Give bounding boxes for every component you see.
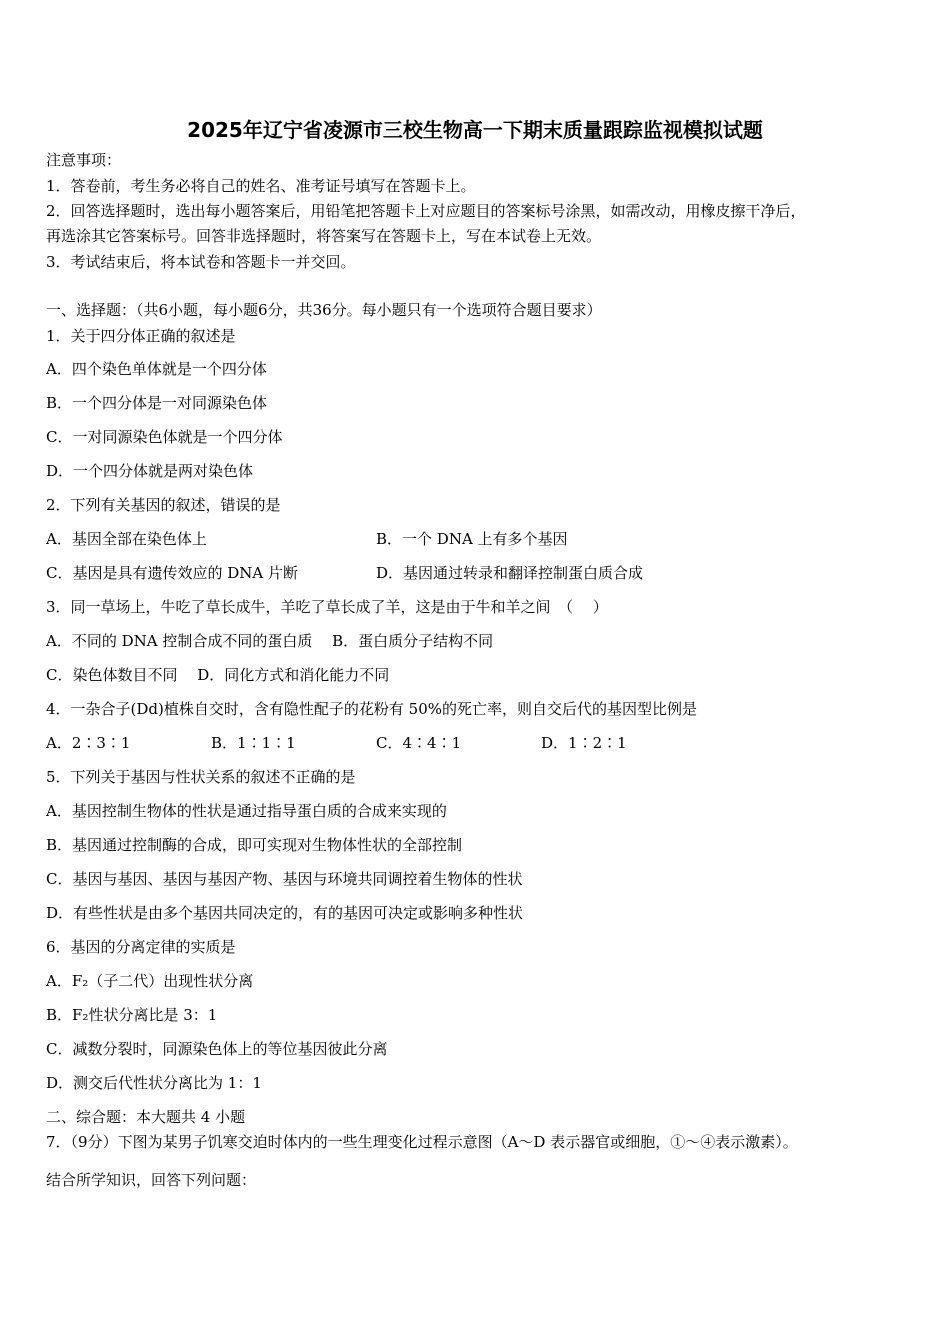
section-heading: 一、选择题：（共6小题，每小题6分，共36分。每小题只有一个选项符合题目要求） <box>46 301 602 319</box>
option: A．四个染色单体就是一个四分体 <box>46 360 267 378</box>
question-stem: 6．基因的分离定律的实质是 <box>46 938 236 956</box>
option: C．染色体数目不同 D．同化方式和消化能力不同 <box>46 666 390 684</box>
notice-item: 3．考试结束后，将本试卷和答题卡一并交回。 <box>46 253 356 271</box>
question-subtext: 结合所学知识，回答下列问题： <box>46 1171 257 1189</box>
question-stem: 7．（9分）下图为某男子饥寒交迫时体内的一些生理变化过程示意图（A～D 表示器官或细胞，①～④表示激素）。 <box>46 1133 798 1151</box>
notice-item: 1．答卷前，考生务必将自己的姓名、准考证号填写在答题卡上。 <box>46 177 476 195</box>
option: D．一个四分体就是两对染色体 <box>46 462 254 480</box>
option: D．1∶2∶1 <box>541 734 627 752</box>
notice-item: 再选涂其它答案标号。回答非选择题时，将答案写在答题卡上，写在本试卷上无效。 <box>46 227 602 245</box>
page-title: 2025年辽宁省凌源市三校生物高一下期末质量跟踪监视模拟试题 <box>187 118 763 142</box>
option: C．4∶4∶1 <box>376 734 462 752</box>
notice-item: 2．回答选择题时，选出每小题答案后，用铅笔把答题卡上对应题目的答案标号涂黑，如需改动，用橡皮擦干净后， <box>46 202 806 220</box>
question-stem: 3．同一草场上，牛吃了草长成牛，羊吃了草长成了羊，这是由于牛和羊之间 （ ） <box>46 598 608 616</box>
option: D．有些性状是由多个基因共同决定的，有的基因可决定或影响多种性状 <box>46 904 524 922</box>
question-stem: 4．一杂合子(Dd)植株自交时，含有隐性配子的花粉有 50%的死亡率，则自交后代的基因型比例是 <box>46 700 697 718</box>
question-stem: 2．下列有关基因的叙述，错误的是 <box>46 496 281 514</box>
option: B．F₂性状分离比是 3：1 <box>46 1006 218 1024</box>
notice-heading: 注意事项： <box>46 151 122 169</box>
option: D．测交后代性状分离比为 1：1 <box>46 1074 262 1092</box>
option: A．基因控制生物体的性状是通过指导蛋白质的合成来实现的 <box>46 802 447 820</box>
option: C．基因与基因、基因与基因产物、基因与环境共同调控着生物体的性状 <box>46 870 523 888</box>
section-heading: 二、综合题：本大题共 4 小题 <box>46 1108 246 1126</box>
question-stem: 1．关于四分体正确的叙述是 <box>46 327 236 345</box>
option: B．一个四分体是一对同源染色体 <box>46 394 268 412</box>
option: C．一对同源染色体就是一个四分体 <box>46 428 283 446</box>
option: A．F₂（子二代）出现性状分离 <box>46 972 254 990</box>
option: C．减数分裂时，同源染色体上的等位基因彼此分离 <box>46 1040 388 1058</box>
option: A．不同的 DNA 控制合成不同的蛋白质 B．蛋白质分子结构不同 <box>46 632 494 650</box>
option: A．2∶3∶1 <box>46 734 131 752</box>
option: B．一个 DNA 上有多个基因 <box>376 530 568 548</box>
question-stem: 5．下列关于基因与性状关系的叙述不正确的是 <box>46 768 356 786</box>
option: D．基因通过转录和翻译控制蛋白质合成 <box>376 564 644 582</box>
option: A．基因全部在染色体上 <box>46 530 207 548</box>
option: C．基因是具有遗传效应的 DNA 片断 <box>46 564 298 582</box>
option: B．1∶1∶1 <box>211 734 296 752</box>
option: B．基因通过控制酶的合成，即可实现对生物体性状的全部控制 <box>46 836 463 854</box>
